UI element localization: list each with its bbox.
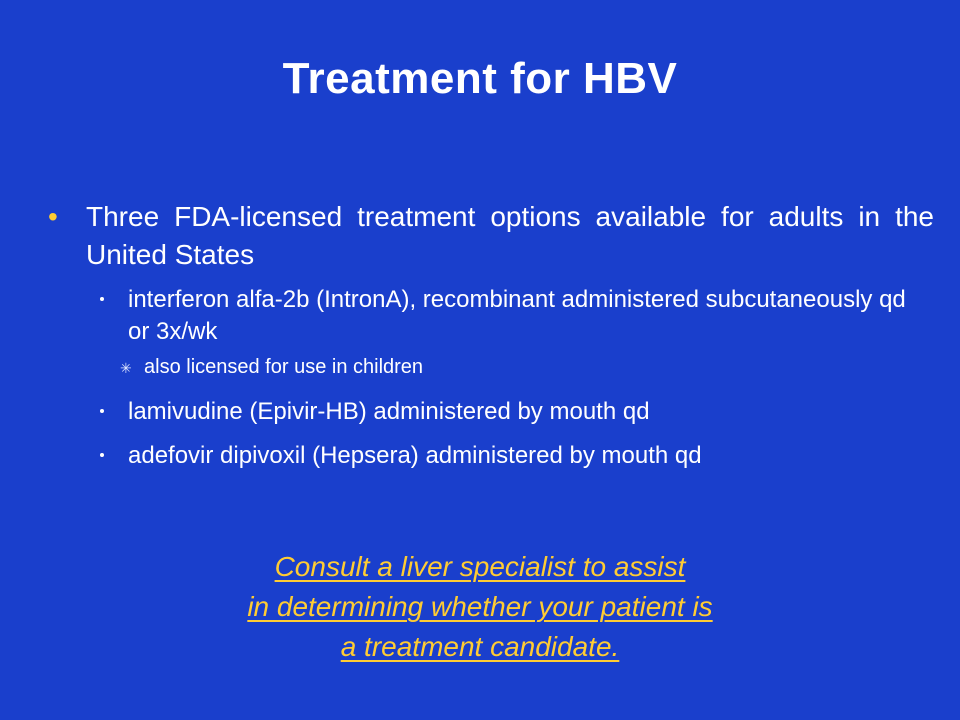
bullet-text: Three FDA-licensed treatment options available for adults in the United States xyxy=(86,201,934,270)
small-dot-icon xyxy=(100,453,104,457)
sub-sub-item-text: also licensed for use in children xyxy=(144,356,424,378)
sub-item-text: adefovir dipivoxil (Hepsera) administered by mouth qd xyxy=(128,442,702,469)
bullet-list xyxy=(48,198,938,484)
callout-line: in determining whether your patient is xyxy=(247,591,713,622)
callout-line: Consult a liver specialist to assist xyxy=(274,551,686,582)
slide-title: Treatment for HBV xyxy=(282,54,678,103)
sub-sub-item xyxy=(100,354,938,380)
callout-line: a treatment candidate. xyxy=(340,631,620,662)
bullet-item xyxy=(48,198,934,274)
sub-item-text: lamivudine (Epivir-HB) administered by mouth qd xyxy=(128,398,650,425)
asterisk-icon: ✳ xyxy=(120,360,132,376)
sub-item-text: interferon alfa-2b (IntronA), recombinant administered subcutaneously qd or 3x/wk xyxy=(128,286,906,345)
small-dot-icon xyxy=(100,409,104,413)
specialist-callout xyxy=(0,547,960,667)
sub-list xyxy=(48,284,938,472)
sub-item xyxy=(100,396,908,428)
bullet-dot-icon: • xyxy=(48,201,58,232)
small-dot-icon xyxy=(100,297,104,301)
sub-item xyxy=(100,440,908,472)
sub-item xyxy=(100,284,908,348)
